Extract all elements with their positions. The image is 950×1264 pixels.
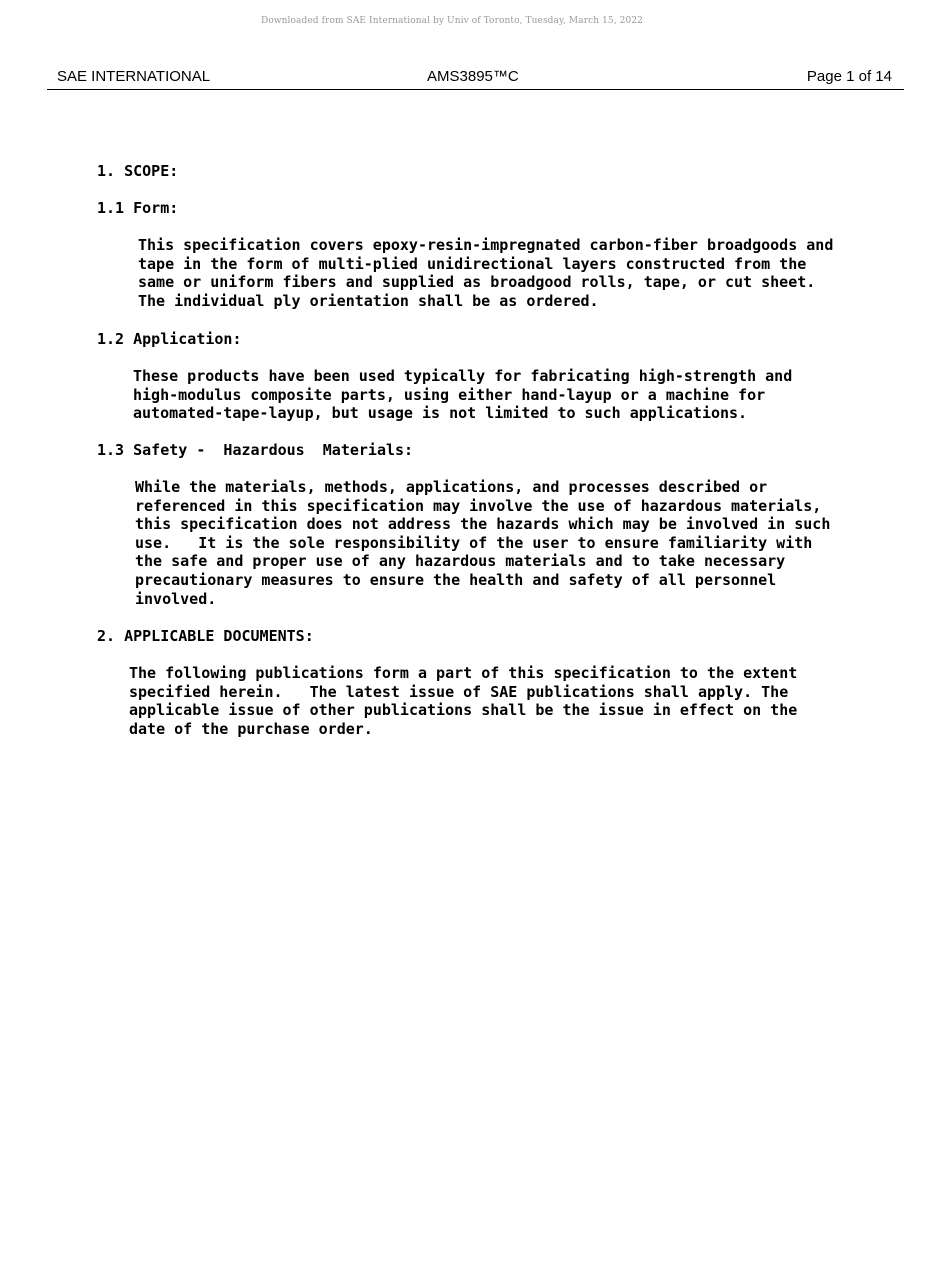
section-1-3-paragraph <box>135 478 830 608</box>
section-1-1-heading: 1.1 Form: <box>97 199 179 217</box>
paragraph-line: These products have been used typically for fabricating high-strength and <box>133 367 793 385</box>
paragraph-line: specified herein. The latest issue of SAE publications shall apply. The <box>129 682 789 701</box>
paragraph-line: automated-tape-layup, but usage is not limited to such applications. <box>133 404 748 423</box>
paragraph-line: referenced in this specification may involve the use of hazardous materials, <box>135 496 822 515</box>
page-header <box>47 67 904 90</box>
paragraph-line: applicable issue of other publications shall be the issue in effect on the <box>129 701 798 720</box>
download-watermark: Downloaded from SAE International by Univ of Toronto, Tuesday, March 15, 2022 <box>261 16 643 26</box>
paragraph-line: high-modulus composite parts, using either hand-layup or a machine for <box>133 385 766 404</box>
paragraph-line: use. It is the sole responsibility of the user to ensure familiarity with <box>135 533 813 552</box>
paragraph-line: tape in the form of multi-plied unidirectional layers constructed from the <box>138 254 807 273</box>
paragraph-line: The following publications form a part of this specification to the extent <box>129 664 798 682</box>
paragraph-line: The individual ply orientation shall be as ordered. <box>138 291 599 310</box>
paragraph-line: This specification covers epoxy-resin-impregnated carbon-fiber broadgoods and <box>138 236 834 254</box>
paragraph-line: this specification does not address the hazards which may be involved in such <box>135 515 831 534</box>
paragraph-line: same or uniform fibers and supplied as broadgood rolls, tape, or cut sheet. <box>138 273 816 292</box>
section-2-heading: 2. APPLICABLE DOCUMENTS: <box>97 627 314 645</box>
section-1-2-heading: 1.2 Application: <box>97 330 242 348</box>
paragraph-line: precautionary measures to ensure the health and safety of all personnel <box>135 570 777 589</box>
paragraph-line: While the materials, methods, applications, and processes described or <box>135 478 768 496</box>
document-number: AMS3895™C <box>427 68 519 85</box>
paragraph-line: date of the purchase order. <box>129 719 373 738</box>
page-number: Page 1 of 14 <box>806 68 892 85</box>
section-2-paragraph <box>129 664 797 738</box>
paragraph-line: the safe and proper use of any hazardous materials and to take necessary <box>135 552 786 571</box>
publisher-name: SAE INTERNATIONAL <box>57 68 211 85</box>
section-1-heading: 1. SCOPE: <box>97 162 179 180</box>
section-1-1-paragraph <box>138 236 833 310</box>
paragraph-line: involved. <box>135 589 217 608</box>
section-1-2-paragraph <box>133 367 792 423</box>
section-1-3-heading: 1.3 Safety - Hazardous Materials: <box>97 441 414 459</box>
